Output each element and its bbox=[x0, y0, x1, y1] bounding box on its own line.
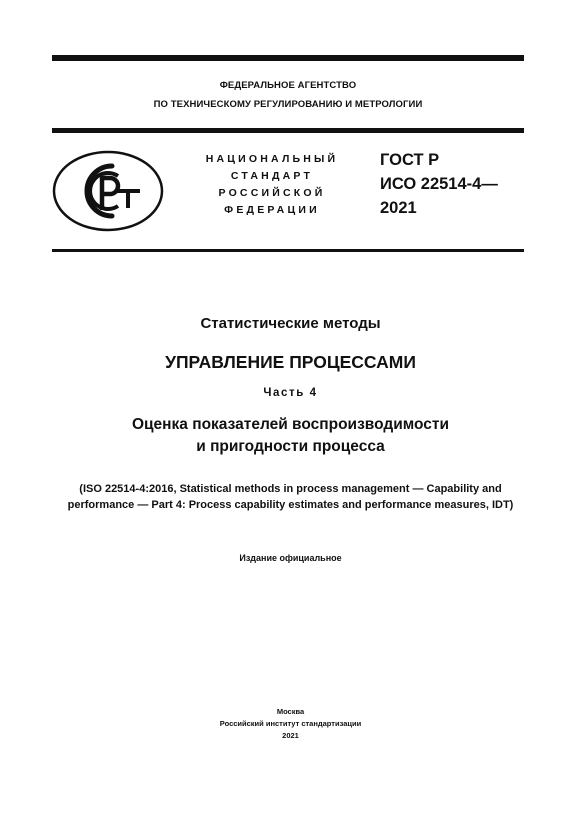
bottom-rule bbox=[52, 249, 524, 252]
standard-designation bbox=[380, 148, 498, 220]
national-standard-line2: СТАНДАРТ bbox=[230, 170, 314, 182]
part-number: Часть 4 bbox=[263, 387, 318, 399]
main-title: УПРАВЛЕНИЕ ПРОЦЕССАМИ bbox=[165, 352, 416, 372]
series-title: Статистические методы bbox=[200, 315, 381, 332]
national-standard-line4: ФЕДЕРАЦИИ bbox=[224, 204, 320, 216]
publication-year: 2021 bbox=[282, 731, 299, 740]
publisher-name: Российский институт стандартизации bbox=[219, 719, 362, 728]
designation-line2: ИСО 22514-4— bbox=[380, 175, 498, 193]
designation-line3: 2021 bbox=[380, 199, 417, 217]
subtitle-line1: Оценка показателей воспроизводимости bbox=[131, 416, 450, 433]
agency-name-line2: ПО ТЕХНИЧЕСКОМУ РЕГУЛИРОВАНИЮ И МЕТРОЛОГИИ bbox=[153, 99, 423, 110]
national-standard-label bbox=[186, 151, 358, 219]
middle-rule bbox=[52, 128, 524, 133]
publisher-city: Москва bbox=[276, 707, 305, 716]
top-rule bbox=[52, 55, 524, 61]
subtitle-line2: и пригодности процесса bbox=[196, 438, 385, 455]
rst-certification-mark-icon bbox=[52, 150, 164, 232]
designation-line1: ГОСТ Р bbox=[380, 151, 440, 169]
iso-reference-line1: (ISO 22514-4:2016, Statistical methods in process management — Capability and bbox=[79, 483, 502, 495]
agency-name-line1: ФЕДЕРАЛЬНОЕ АГЕНТСТВО bbox=[219, 80, 357, 91]
national-standard-line3: РОССИЙСКОЙ bbox=[218, 187, 326, 199]
official-edition-label: Издание официальное bbox=[239, 553, 342, 563]
iso-reference-line2: performance — Part 4: Process capability estimates and performance measures, IDT) bbox=[67, 499, 514, 511]
national-standard-line1: НАЦИОНАЛЬНЫЙ bbox=[205, 153, 339, 165]
